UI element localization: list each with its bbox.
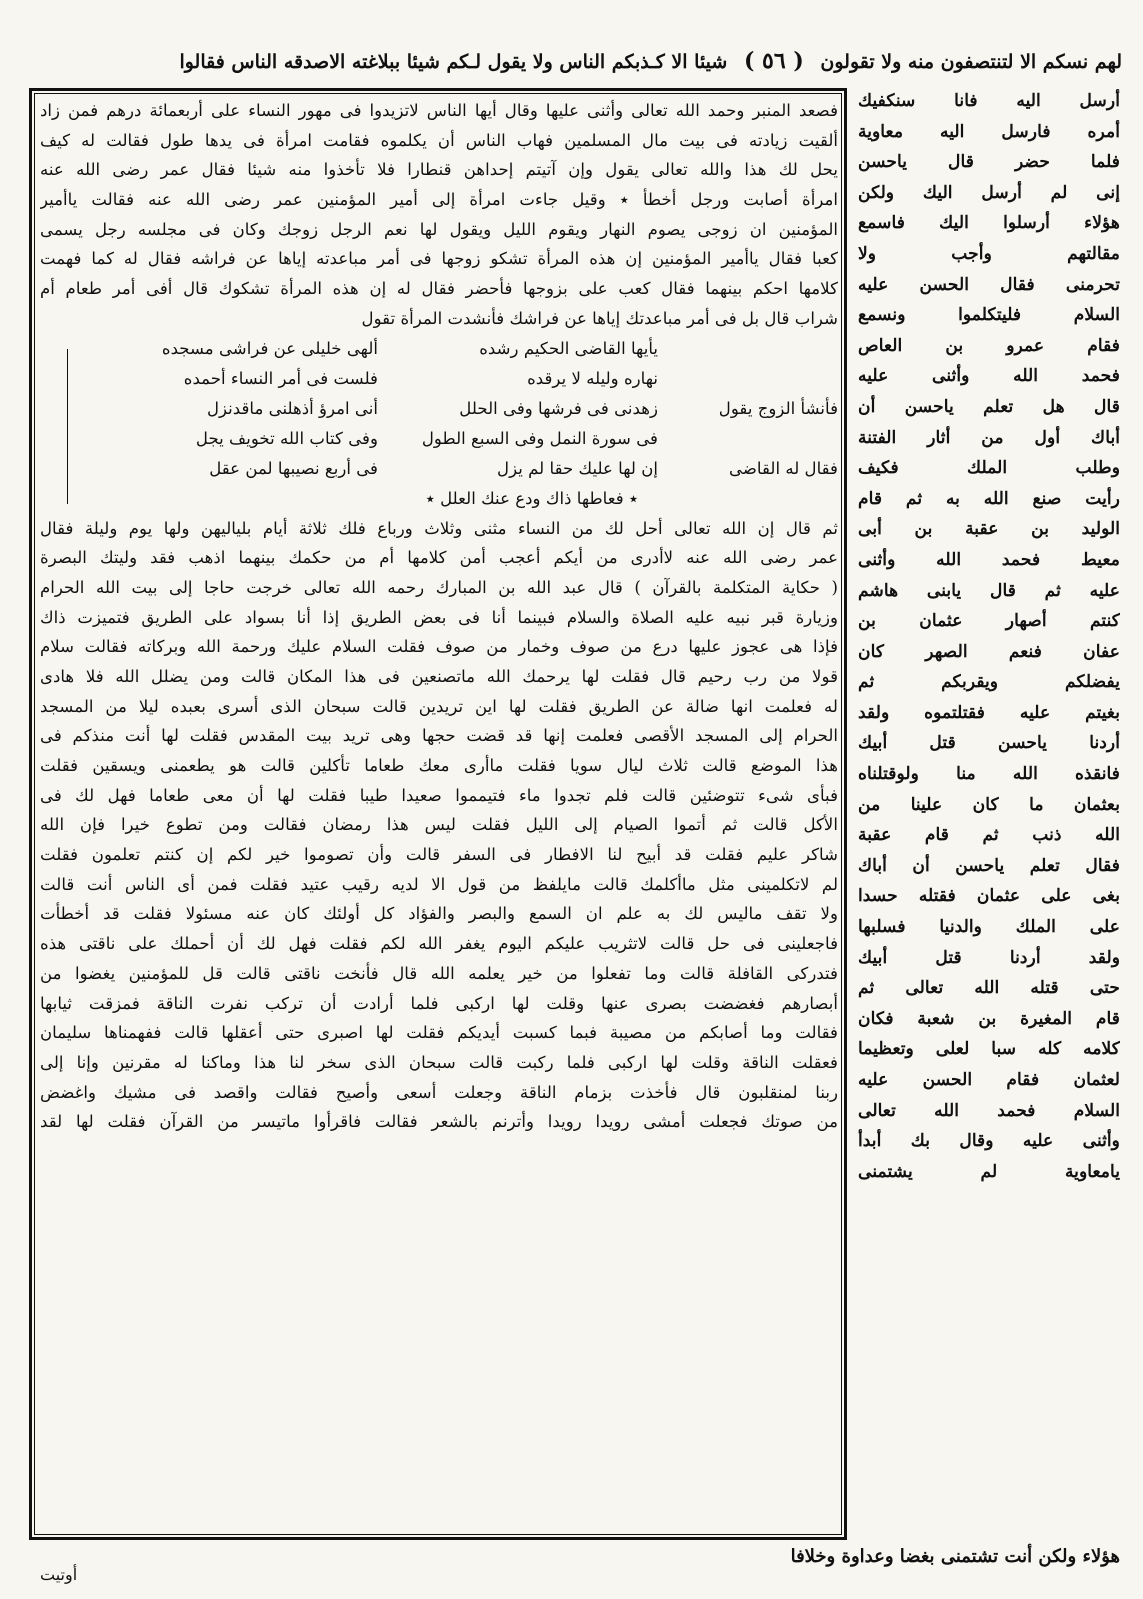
text-line: بغى على عثمان فقتله حسدا [858,886,1120,907]
text-line: امرأة أصابت ورجل أخطأ ٭ وقيل جاءت امرأة إلى أمير المؤمنين عمر رضى الله عنه فقالت ياأمير [40,190,838,210]
catchword: أوتيت [40,1565,78,1584]
text-line: أردنا ياحسن قتل أبيك [858,733,1120,754]
text-line: فقال تعلم ياحسن أن أباك [858,855,1120,876]
text-line: بغيتم عليه فقتلتموه ولقد [858,702,1120,723]
text-line: السلام فحمد الله تعالى [858,1100,1120,1121]
verse-hemistich: فلست فى أمر النساء أحمده [183,368,378,388]
text-line: فصعد المنبر وحمد الله تعالى وأثنى عليها وقال أيها الناس لاتزيدوا فى مهور النساء على أربعمائة درهم فمن زاد [40,101,838,120]
verse-hemistich: زهدنى فى فرشها وفى الحلل [459,398,658,418]
verse-hemistich: يأيها القاضى الحكيم رشده [479,338,658,358]
text-line: فحمد الله وأثنى عليه [858,366,1120,387]
text-line: يامعاوية لم يشتمنى [858,1161,1120,1182]
text-line: ولقد أردنا قتل أبيك [858,947,1120,968]
text-line: هذا الموضع قالت ثلاث ليال سويا فقلت ماأرى معك طعاما تأكلين قالت هو يطعمنى ويسقين فقلت [40,756,838,775]
text-line: إنى لم أرسل اليك ولكن [858,182,1120,203]
text-line: أمره فارسل اليه معاوية [858,121,1120,142]
poem-block [40,334,838,514]
text-line: الوليد بن عقبة بن أبى [858,519,1120,540]
text-line: بعثمان ما كان علينا من [858,794,1120,815]
verse-hemistich: ألهى خليلى عن فراشى مسجده [161,338,378,358]
text-line: من صوتك فجعلت أمشى رويدا رويدا وأترنم بالشعر فقالت فاقرأوا ماتيسر من القرآن فقلت لها لقد [40,1112,838,1132]
text-line: عليه ثم قال يابنى هاشم [858,580,1120,601]
text-line: فتدركى القافلة قالت وما تفعلوا من خير يعلمه الله قال فأنخت ناقتى قالت قل للمؤمنين يغضوا من [40,963,838,983]
text-line: على الملك والدنيا فسلبها [858,917,1120,938]
text-line: كعبا فقال ياأمير المؤمنين إن هذه المرأة تشكو زوجها فى أمر مباعدته إياها عن فراشه فقال له كما فهمت [40,249,838,269]
text-line: ربنا لمنقلبون قال فأخذت بزمام الناقة وجعلت أسعى وأصيح فقالت واقصد فى مشيك واغضض [40,1082,838,1102]
text-line: معيط فحمد الله وأثنى [858,549,1120,570]
poem-verse [40,424,838,454]
text-line: شاكر عليم فقلت قد أبيح لنا الافطار فى السفر قالت وأن تصوموا خير لكم إن كنتم تعلمون فقلت [40,845,838,865]
text-line: ولا تقف ماليس لك به علم ان السمع والبصر والفؤاد كل أولئك كان عنه مسئولا فقلت قد أخطأت [40,904,838,924]
poem-verse [40,454,838,484]
text-line: يفضلكم ويقربكم ثم [858,672,1120,693]
text-line: قام المغيرة بن شعبة فكان [858,1008,1120,1029]
text-line: فإذا هى عجوز عليها درع من صوف وخمار من صوف فقلت السلام عليك ورحمة الله وبركاته فقالت سلام [40,637,838,657]
margin-text-column [858,86,1120,1546]
text-line: الله ذنب ثم قام عقبة [858,825,1120,846]
main-text-column [40,96,838,1534]
verse-hemistich: فى سورة النمل وفى السبع الطول [421,428,658,448]
text-line: فعقلت الناقة وقلت لها اركبى فلما ركبت قالت سبحان الذى سخر لنا هذا وماكنا له مقرنين وإنا إلى [40,1052,838,1072]
text-line: أبصارهم فغضضت بصرى عنها وقلت لها اركبى فلما أرادت أن تركب نفرت الناقة فمزقت ثيابها [40,993,838,1013]
text-line: لم لاتكلمينى مثل ماأكلمك قالت مايلفظ من قول الا لديه رقيب عتيد فقلت فمن أى الناس أنت قالت [40,874,838,894]
text-line: ( حكاية المتكلمة بالقرآن ) قال عبد الله بن المبارك رحمه الله تعالى خرجت حاجا إلى بيت الله الحرام [40,577,838,597]
page-number: ( ٥٦ ) [743,48,804,74]
text-line: أباك أول من أثار الفتنة [858,427,1120,448]
text-line: قولا من رب رحيم قال فقلت لها يرحمك الله ماتصنعين فى هذا المكان قالت ومن يضلل الله فلا هادى [40,666,838,686]
text-line: يحل لك هذا والله تعالى يقول وإن آتيتم إحداهن قنطارا فلا تأخذوا منه شيئا فقال عمر رضى الله عنه [40,160,838,180]
poem-verse [40,334,838,364]
text-line: فاجعلينى فى حل قالت لاتثريب عليكم اليوم يغفر الله لكم فقلت فهل لك أن أحملك على ناقتى هذه [40,934,838,954]
text-line: المؤمنين ان زوجى يصوم النهار ويقوم الليل ويقول لها نعم الرجل زوجك وكان فى مجلسه رجل يسمى [40,219,838,239]
text-line: فقالت وما أصابكم من مصيبة فبما كسبت أيديكم فقلت لها اصبرى حتى أعقلها قالت ففهمناها سليمان [40,1023,838,1043]
text-line: فانقذه الله منا ولوقتلناه [858,764,1120,785]
text-line: الحرام إلى المسجد الأقصى فعلمت إنها قد قضت حجها وهى تريد بيت المقدس فقلت لها أنت منذكم فى [40,726,838,746]
text-line: فلما حضر قال ياحسن [858,152,1120,173]
text-line: فبأى شىء تتوضئين قالت فلم تجدوا ماء فتيمموا صعيدا طيبا فقلت لها أن معى طعاما فهل لك فى [40,785,838,805]
text-line: ثم قال إن الله تعالى أحل لك من النساء مثنى وثلاث ورباع فلك ثلاثة أيام بلياليهن ولها يوم وليلة فقال [40,518,838,538]
verse-lead [658,334,838,364]
text-line: شراب قال بل فى أمر مباعدتك إياها عن فراشك فأنشدت المرأة تقول [361,308,838,328]
text-line: وطلب الملك فكيف [858,458,1120,479]
main-text-part-a [40,96,838,334]
text-line: كلامه كله سبا لعلى وتعظيما [858,1039,1120,1060]
main-text-part-b [40,514,838,1137]
margin-footer-line: هؤلاء ولكن أنت تشتمنى بغضا وعداوة وخلافا [790,1546,1120,1567]
text-line: عمر رضى الله عنه لاأدرى من أيكم أعجب أمن كلامها أم من حكمك بينهما اذهب فقد وليتك البصرة [40,548,838,568]
verse-hemistich: فى أربع نصيبها لمن عقل [209,458,378,478]
poem-bracket-line [67,349,68,504]
verse-hemistich: أنى امرؤ أذهلنى ماقدنزل [206,398,378,418]
verse-lead: فقال له القاضى [729,458,838,478]
text-line: كلامها احكم بينهما فقال كعب على بزوجها فأحضر فقال له إن هذه المرأة تشكوك قال أفى أمر طعام أم [40,279,838,299]
text-line: كنتم أصهار عثمان بن [858,611,1120,632]
text-line: عفان فنعم الصهر كان [858,641,1120,662]
text-line: الأكل قالت ثم أتموا الصيام إلى الليل فقلت ليس هذا رمضان فقالت ومن تطوع خيرا فإن الله [40,815,838,835]
verse-lead [658,364,838,394]
text-line: فقام عمرو بن العاص [858,335,1120,356]
poem-tail [40,484,838,514]
verse-lead: فأنشأ الزوج يقول [718,398,838,418]
text-line: مقالتهم وأجب ولا [858,243,1120,264]
verse-hemistich: إن لها عليك حقا لم يزل [497,458,658,478]
text-line: لعثمان فقام الحسن عليه [858,1070,1120,1090]
text-line: تحرمنى فقال الحسن عليه [858,274,1120,295]
page-header [22,40,1122,82]
text-line: له فعلمت انها ضالة عن الطريق فقلت لها اين تريدين قالت سبحان الذى أسرى بعبده ليلا من المسجد [40,696,838,716]
verse-lead [658,424,838,454]
header-right-text: لهم نسكم الا لتنتصفون منه ولا تقولون [820,51,1122,73]
poem-verse [40,394,838,424]
header-left-text: شيئا الا كـذبكم الناس ولا يقول لـكم شيئا ببلاغته الاصدقه الناس فقالوا [179,51,728,73]
text-line: رأيت صنع الله به ثم قام [858,488,1120,509]
poem-tail-text: ٭ فعاطها ذاك ودع عنك العلل ٭ [425,488,638,508]
text-line: قال هل تعلم ياحسن أن [858,396,1120,417]
verse-hemistich: نهاره وليله لا يرقده [527,368,658,388]
text-line: هؤلاء أرسلوا اليك فاسمع [858,213,1120,234]
poem-verse [40,364,838,394]
text-line: حتى قتله الله تعالى ثم [858,978,1120,999]
text-line: أرسل اليه فانا سنكفيك [858,91,1120,111]
verse-hemistich: وفى كتاب الله تخويف يجل [195,428,378,448]
text-line: وزيارة قبر نبيه عليه الصلاة والسلام فبينما أنا فى بعض الطريق إذا أنا بسواد على الطريق فتميزت ذاك [40,607,838,627]
text-line: وأثنى عليه وقال بك أبدأ [858,1131,1120,1152]
text-line: ألقيت زيادته فى بيت مال المسلمين فهاب الناس أن يكلموه فقامت امرأة فى يدها طول فقالت له كيف [40,130,838,150]
text-line: السلام فليتكلموا ونسمع [858,305,1120,326]
